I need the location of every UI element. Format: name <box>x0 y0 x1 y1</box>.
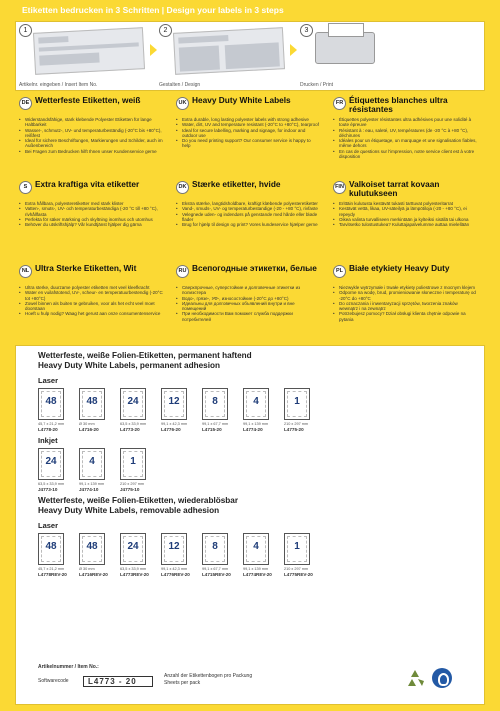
lang-bullet: • Erittäin kulutusta kestävät tukasti tarttuvat polyesteritarrat <box>333 201 477 206</box>
label-size: 45,7 x 21,2 mm <box>38 567 65 571</box>
lang-title: Ultra Sterke Etiketten, Wit <box>35 263 137 273</box>
lang-bullet: • Water en vuilafstotend, UV-, scheur- en temperatuurbestendig (-20°C tot +80°C) <box>19 290 163 301</box>
lang-bullet: • Potrzebujesz pomocy? Dział obsługi klienta chętnie odpowie na pytania <box>333 311 477 322</box>
label-sheet-icon <box>284 533 310 565</box>
lang-bullets <box>176 117 320 149</box>
lang-bullet: • Идеальны для долговечных объявлений внутри и вне помещений <box>176 301 320 312</box>
product-code: L4715-20 <box>202 427 222 432</box>
rem-title-en: Heavy Duty White Labels, removable adhesion <box>38 506 220 515</box>
product-code: L4778REV-20 <box>38 572 67 577</box>
label-size: 63,5 x 33,9 mm <box>38 482 65 486</box>
lang-title: Białe etykiety Heavy Duty <box>349 263 450 273</box>
labels-per-sheet: 1 <box>294 396 300 407</box>
label-size: 63,5 x 33,9 mm <box>120 567 147 571</box>
perm-title-de: Wetterfeste, weiße Folien-Etiketten, permanent haftend <box>38 351 252 360</box>
labels-per-sheet: 4 <box>253 396 259 407</box>
labels-per-sheet: 8 <box>212 396 218 407</box>
lang-badge: S <box>19 181 32 194</box>
lang-block-s <box>15 177 165 257</box>
label-size: 99,1 x 42,3 mm <box>161 422 188 426</box>
lang-title: Extra kraftiga vita etiketter <box>35 179 140 189</box>
product-code: J4773-10 <box>38 487 58 492</box>
labels-per-sheet: 1 <box>294 541 300 552</box>
labels-per-sheet: 48 <box>86 541 98 552</box>
label-size: 99,1 x 42,3 mm <box>161 567 188 571</box>
lang-block-de <box>15 93 165 173</box>
label-size: 210 x 297 mm <box>284 422 309 426</box>
lang-bullet: • Ultra sterke, duurzame polyester etiketten met veel kleefkracht <box>19 285 163 290</box>
perm-title-en: Heavy Duty White Labels, permanent adhesion <box>38 361 220 370</box>
lang-bullets <box>333 201 477 227</box>
lang-bullet: • Niezwykle wytrzymałe i trwałe etykiety poliestrowe z mocnym klejem <box>333 285 477 290</box>
step-number: 2 <box>159 24 172 37</box>
lang-bullet: • Étiquettes polyester résistantes ultra adhésives pour une solidité à toute épreuve <box>333 117 477 128</box>
product-code: J4775-10 <box>120 487 140 492</box>
lang-title: Heavy Duty White Labels <box>192 95 291 105</box>
step-caption: Artikelnr. eingeben / Insert Item No. <box>19 82 98 88</box>
label-sheet-icon <box>38 388 64 420</box>
lang-title: Étiquettes blanches ultra résistantes <box>349 95 448 114</box>
lang-bullet: • Brug for hjælp til design og print? Vores kundeservice hjælper gerne <box>176 222 320 227</box>
language-grid <box>15 93 485 343</box>
lang-bullet: • Vand-, smuds-, UV- og temperaturbestandige (-20 - +80 °C), rivfaste <box>176 206 320 211</box>
lang-title: Valkoiset tarrat kovaan kulutukseen <box>349 179 440 198</box>
labels-per-sheet: 12 <box>168 541 180 552</box>
label-sheet-icon <box>243 533 269 565</box>
lang-bullets <box>19 285 163 317</box>
lang-badge: DE <box>19 97 32 110</box>
lang-bullet: • Do oznaczania i inwentaryzacji sprzętów, tworzenia znaków wewnątrz i na zewnątrz <box>333 301 477 312</box>
label-sheet-icon <box>79 448 105 480</box>
lang-block-ru <box>172 261 322 341</box>
labels-per-sheet: 4 <box>253 541 259 552</box>
step-1 <box>19 24 149 88</box>
product-code: L4774REV-20 <box>243 572 272 577</box>
label-sheet-icon <box>38 533 64 565</box>
label-size: 210 x 297 mm <box>120 482 145 486</box>
lang-badge: FR <box>333 97 346 110</box>
sheets-desc-en: Sheets per pack <box>164 680 201 686</box>
steps-panel <box>15 21 485 91</box>
label-sheet-icon <box>161 388 187 420</box>
labels-per-sheet: 4 <box>89 456 95 467</box>
lang-badge: DK <box>176 181 189 194</box>
step-3 <box>260 24 390 88</box>
lang-bullet: • Zowel binnen als buiten te gebruiken, voor als het echt veel moet doorstaan <box>19 301 163 312</box>
sheet-count: 20 <box>125 677 137 686</box>
product-code: L4716REV-20 <box>79 572 108 577</box>
lang-badge: NL <box>19 265 32 278</box>
label-sheet-icon <box>202 388 228 420</box>
lang-bullet: • Perfekta för säker märkning och skyltning inomhus och utomhus <box>19 217 163 222</box>
inkjet-label: Inkjet <box>38 436 58 445</box>
laser-label: Laser <box>38 376 59 385</box>
step-caption: Gestalten / Design <box>159 82 201 88</box>
label-size: 99,1 x 67,7 mm <box>202 567 229 571</box>
labels-per-sheet: 1 <box>130 456 136 467</box>
label-size: Ø 30 mm <box>79 567 95 571</box>
label-sheet-icon <box>284 388 310 420</box>
lang-bullets <box>176 285 320 322</box>
lang-bullet: • Kestävät vettä, likaa, UV-säteilyä ja lämpötiloja (-20 - +80 °C), ei repeydy <box>333 206 477 217</box>
label-sheet-icon <box>202 533 228 565</box>
product-code: L4774-20 <box>243 427 263 432</box>
product-code: L4716-20 <box>79 427 99 432</box>
product-code: L4775-20 <box>284 427 304 432</box>
lang-bullet: • Tarvitsetko tulostustukea? Kuluttajapalvelumme auttaa mielellään <box>333 222 477 227</box>
product-code: L4773REV-20 <box>120 572 149 577</box>
arrow-right-icon <box>150 44 157 56</box>
lang-bullet: • Behöver du utskriftshjälp? Vår kundtjänst hjälper dig gärna <box>19 222 163 227</box>
lang-bullet: • Water, dirt, UV and temperature resistant (-20°C to +80°C), tearproof <box>176 122 320 127</box>
labels-per-sheet: 48 <box>45 541 57 552</box>
label-size: 99,1 x 139 mm <box>79 482 105 486</box>
lang-title: Stærke etiketter, hvide <box>192 179 281 189</box>
label-sheet-icon <box>161 533 187 565</box>
step-caption: Drucken / Print <box>300 82 334 88</box>
lang-badge: FIN <box>333 181 346 194</box>
labels-per-sheet: 8 <box>212 541 218 552</box>
product-code: L4778-20 <box>38 427 58 432</box>
lang-block-fin <box>329 177 479 257</box>
lang-bullet: • Extra hållbara, polyesteretiketter med stark klister <box>19 201 163 206</box>
printer-icon <box>315 32 375 64</box>
lang-block-dk <box>172 177 322 257</box>
lang-bullet: • Idéales pour un étiquetage, un marquage et une signalisation fiables, même dehors <box>333 138 477 149</box>
lang-block-uk <box>172 93 322 173</box>
lang-badge: UK <box>176 97 189 110</box>
recycle-icon <box>404 668 426 690</box>
lang-bullet: • Do you need printing support? Our consumer service is happy to help <box>176 138 320 149</box>
label-size: 63,5 x 33,9 mm <box>120 422 147 426</box>
lang-title: Wetterfeste Etiketten, weiß <box>35 95 141 105</box>
lang-bullets <box>333 117 477 159</box>
lang-bullet: • Wasser-, schmutz-, UV- und temperaturbeständig (-20°C bis +80°C), reißfest <box>19 128 163 139</box>
lang-bullet: • Bei Fragen zum Bedrucken hilft Ihnen unser Kundenservice gerne <box>19 149 163 154</box>
sheets-desc-de: Anzahl der Etikettenbogen pro Packung <box>164 673 253 679</box>
product-code: L4715REV-20 <box>202 572 231 577</box>
product-code: L4776REV-20 <box>161 572 190 577</box>
label-sheet-icon <box>120 533 146 565</box>
lang-bullet: • Водо-, грязе-, УФ-, износостойкие (-20°C до +80°C) <box>176 296 320 301</box>
item-number-footer <box>38 664 338 694</box>
label-sheet-icon <box>79 388 105 420</box>
lang-bullet: • Résistant à : eau, saleté, UV, températures (de -20 °C à +80 °C), déchirures <box>333 128 477 139</box>
lang-bullets <box>176 201 320 227</box>
screenshot-image <box>33 27 145 75</box>
labels-per-sheet: 48 <box>45 396 57 407</box>
label-sheet-icon <box>120 448 146 480</box>
software-code: L4773 <box>88 677 116 686</box>
labels-per-sheet: 24 <box>127 541 139 552</box>
lang-bullet: • При необходимости Вам поможет служба поддержки потребителей <box>176 311 320 322</box>
lang-block-fr <box>329 93 479 173</box>
software-label: Softwarecode <box>38 678 69 684</box>
product-code: J4774-10 <box>79 487 99 492</box>
rem-title-de: Wetterfeste, weiße Folien-Etiketten, wiederablösbar <box>38 496 239 505</box>
lang-bullet: • Ideal for secure labelling, marking and signage, for indoor and outdoor use <box>176 128 320 139</box>
label-size: Ø 30 mm <box>79 422 95 426</box>
item-no-label: Artikelnummer / Item No.: <box>38 664 99 670</box>
labels-per-sheet: 48 <box>86 396 98 407</box>
lang-badge: RU <box>176 265 189 278</box>
laser-label-rem: Laser <box>38 521 59 530</box>
lang-badge: PL <box>333 265 346 278</box>
lang-bullet: • Ideal für sichere Beschriftungen, Markierungen und Schilder, auch im Außenbereich <box>19 138 163 149</box>
product-code: L4775REV-20 <box>284 572 313 577</box>
lang-bullet: • Vatten-, smuts-, UV- och temperaturbeständiga (-20 °C till +80 °C), rivhållfasta <box>19 206 163 217</box>
lang-block-pl <box>329 261 479 341</box>
lang-bullet: • Ekstra stærke, langtidsholdbare, kraftigt klæbende polyesteretiketter <box>176 201 320 206</box>
labels-per-sheet: 24 <box>45 456 57 467</box>
label-sheet-icon <box>243 388 269 420</box>
step-number: 3 <box>300 24 313 37</box>
label-size: 210 x 297 mm <box>284 567 309 571</box>
lang-bullet: • Oikea valinta turvalliseen merkintään ja kylteiksi sisällä tai ulkona <box>333 217 477 222</box>
lang-block-nl <box>15 261 165 341</box>
label-size: 99,1 x 139 mm <box>243 422 269 426</box>
brand-circle-icon <box>432 668 452 688</box>
lang-bullets <box>19 117 163 154</box>
label-size: 99,1 x 139 mm <box>243 567 269 571</box>
lang-bullet: • Velegnede uden- og indendørs på genstande med hårde eller bløde flader <box>176 212 320 223</box>
lang-bullet: • Odporne na wodę, brud, promieniowanie słoneczne i temperaturę od -20°C do +80°C <box>333 290 477 301</box>
labels-per-sheet: 12 <box>168 396 180 407</box>
label-sheet-icon <box>79 533 105 565</box>
step-number: 1 <box>19 24 32 37</box>
software-code-box: L4773 - 20 <box>83 676 153 687</box>
lang-title: Всепогодные этикетки, белые <box>192 263 317 273</box>
label-sheet-icon <box>38 448 64 480</box>
label-size: 99,1 x 67,7 mm <box>202 422 229 426</box>
products-panel <box>15 345 485 705</box>
lang-bullets <box>333 285 477 322</box>
lang-bullets <box>19 201 163 227</box>
footer-icons <box>404 668 464 690</box>
label-size: 45,7 x 21,2 mm <box>38 422 65 426</box>
lang-bullet: • Widerstandsfähige, stark klebende Polyester Etiketten für lange Haltbarkeit <box>19 117 163 128</box>
label-sheet-icon <box>120 388 146 420</box>
lang-bullet: • Hoeft u hulp nodig? Waag het gerust aan onze consumentenservice <box>19 311 163 316</box>
lang-bullet: • En cas de questions sur l'impression, notre service client est à votre disposition <box>333 149 477 160</box>
labels-per-sheet: 24 <box>127 396 139 407</box>
lang-bullet: • Extra durable, long lasting polyester labels with strong adhesive <box>176 117 320 122</box>
product-code: L4773-20 <box>120 427 140 432</box>
product-code: L4776-20 <box>161 427 181 432</box>
header-title: Etiketten bedrucken in 3 Schritten | Design your labels in 3 steps <box>22 5 284 15</box>
lang-bullet: • Сверхпрочные, суперстойкие и долговечные этикетки из полиэстера <box>176 285 320 296</box>
